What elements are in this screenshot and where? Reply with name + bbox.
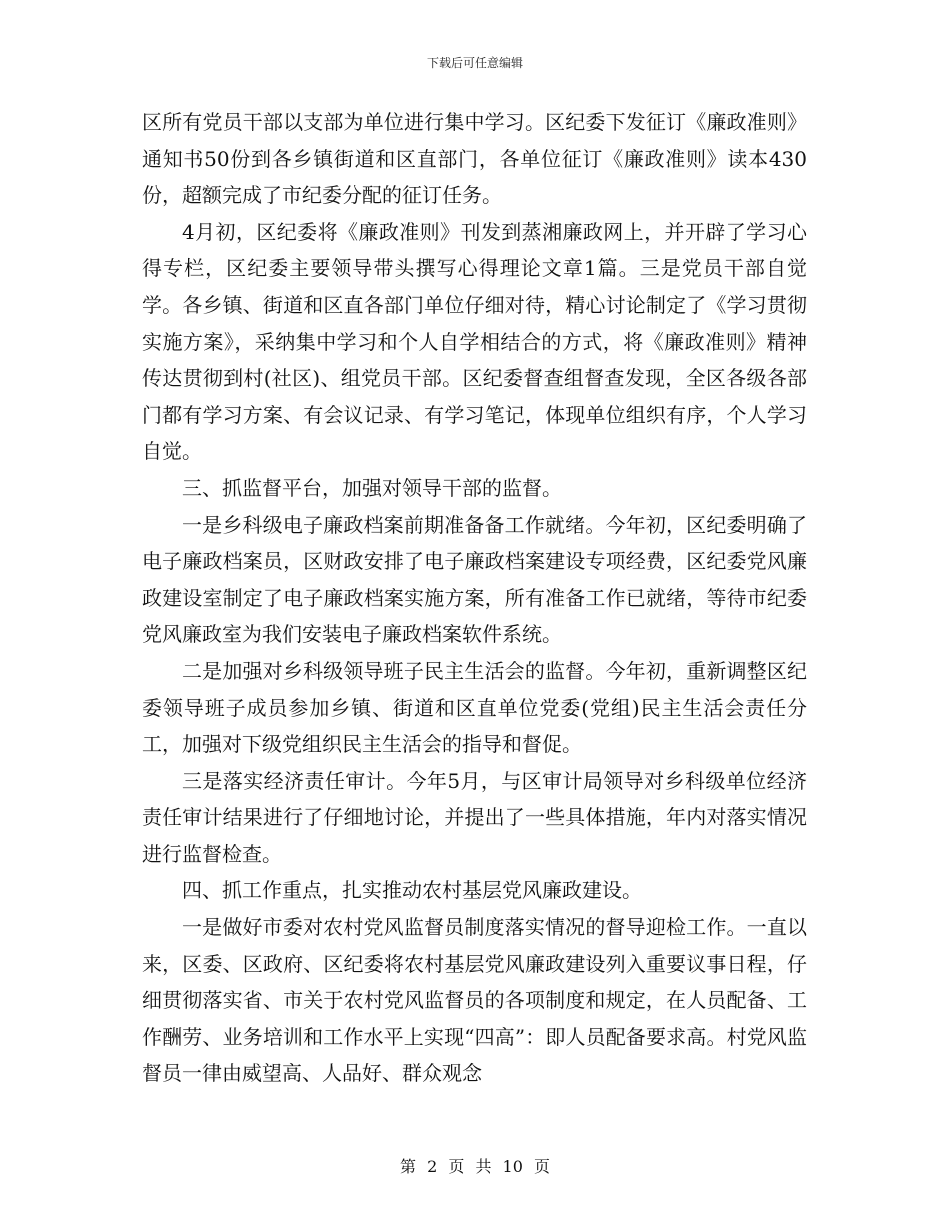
paragraph: 三是落实经济责任审计。今年5月，与区审计局领导对乡科级单位经济责任审计结果进行了仔细地讨论，并提出了一些具体措施，年内对落实情况进行监督检查。 xyxy=(142,768,807,866)
paragraph: 区所有党员干部以支部为单位进行集中学习。区纪委下发征订《廉政准则》通知书50份到各乡镇街道和区直部门，各单位征订《廉政准则》读本430份，超额完成了市纪委分配的征订任务。 xyxy=(142,110,807,208)
paragraph: 4月初，区纪委将《廉政准则》刊发到蒸湘廉政网上，并开辟了学习心得专栏，区纪委主要领导带头撰写心得理论文章1篇。三是党员干部自觉学。各乡镇、街道和区直各部门单位仔细对待，精心讨论制定了《学习贯彻实施方案》，采纳集中学习和个人自学相结合的方式，将《廉政准则》精神传达贯彻到村(社区)、组党员干部。区纪委督查组督查发现，全区各级各部门都有学习方案、有会议记录、有学习笔记，体现单位组织有序，个人学习自觉。 xyxy=(142,219,807,464)
page-number-footer: 第 2 页 共 10 页 xyxy=(400,1157,550,1176)
paragraph: 一是做好市委对农村党风监督员制度落实情况的督导迎检工作。一直以来，区委、区政府、区纪委将农村基层党风廉政建设列入重要议事日程，仔细贯彻落实省、市关于农村党风监督员的各项制度和规定，在人员配备、工作酬劳、业务培训和工作水平上实现“四高”：即人员配备要求高。村党风监督员一律由威望高、人品好、群众观念 xyxy=(142,915,807,1086)
section-heading: 三、抓监督平台，加强对领导干部的监督。 xyxy=(182,475,562,500)
document-body xyxy=(142,104,807,1092)
page-header: 下载后可任意编辑 xyxy=(426,56,523,70)
paragraph: 一是乡科级电子廉政档案前期准备备工作就绪。今年初，区纪委明确了电子廉政档案员，区财政安排了电子廉政档案建设专项经费，区纪委党风廉政建设室制定了电子廉政档案实施方案，所有准备工作已就绪，等待市纪委党风廉政室为我们安装电子廉政档案软件系统。 xyxy=(142,512,807,647)
paragraph: 二是加强对乡科级领导班子民主生活会的监督。今年初，重新调整区纪委领导班子成员参加乡镇、街道和区直单位党委(党组)民主生活会责任分工，加强对下级党组织民主生活会的指导和督促。 xyxy=(142,658,807,757)
section-heading: 四、抓工作重点，扎实推动农村基层党风廉政建设。 xyxy=(182,878,642,903)
